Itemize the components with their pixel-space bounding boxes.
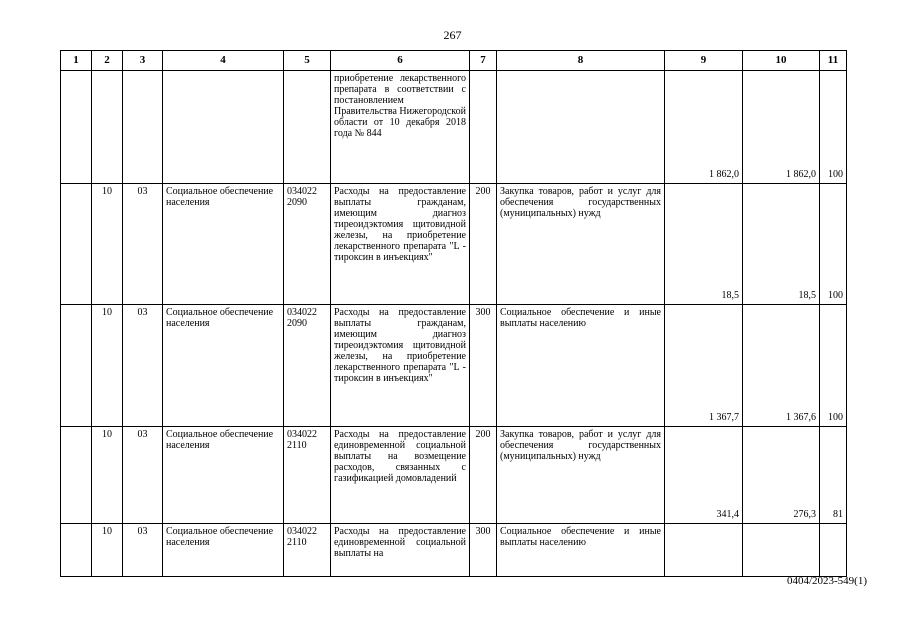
cell-target-code: 034022 2090	[284, 305, 331, 427]
cell-section: 10	[92, 305, 123, 427]
col-header-7: 7	[470, 51, 497, 71]
cell-percent: 100	[820, 305, 847, 427]
cell-col1	[61, 305, 92, 427]
cell-name: Социальное обеспечение населения	[163, 184, 284, 305]
header-row	[61, 51, 847, 71]
cell-executed: 1 367,6	[743, 305, 820, 427]
cell-target-code: 034022 2110	[284, 427, 331, 524]
col-header-2: 2	[92, 51, 123, 71]
cell-description: Расходы на предоставление выплаты гражданам, имеющим диагноз тиреоидэктомия щитовидной железы, на приобретение лекарственного препарата "L - тироксин в инъекциях"	[331, 305, 470, 427]
cell-description: Расходы на предоставление единовременной социальной выплаты на	[331, 524, 470, 577]
cell-col1	[61, 427, 92, 524]
cell-expense-name: Социальное обеспечение и иные выплаты населению	[497, 305, 665, 427]
cell-col1	[61, 71, 92, 184]
cell-subsection: 03	[123, 427, 163, 524]
cell-target-code: 034022 2090	[284, 184, 331, 305]
col-header-11: 11	[820, 51, 847, 71]
cell-name: Социальное обеспечение населения	[163, 427, 284, 524]
cell-subsection: 03	[123, 305, 163, 427]
cell-expense-name: Социальное обеспечение и иные выплаты населению	[497, 524, 665, 577]
table-row	[61, 524, 847, 577]
col-header-10: 10	[743, 51, 820, 71]
cell-expense-type	[470, 71, 497, 184]
col-header-5: 5	[284, 51, 331, 71]
cell-planned: 1 367,7	[665, 305, 743, 427]
cell-percent: 81	[820, 427, 847, 524]
cell-expense-name: Закупка товаров, работ и услуг для обеспечения государственных (муниципальных) нужд	[497, 427, 665, 524]
col-header-3: 3	[123, 51, 163, 71]
col-header-1: 1	[61, 51, 92, 71]
cell-target-code	[284, 71, 331, 184]
cell-description: Расходы на предоставление единовременной социальной выплаты на возмещение расходов, связанных с газификацией домовладений	[331, 427, 470, 524]
cell-planned: 1 862,0	[665, 71, 743, 184]
table-row	[61, 427, 847, 524]
cell-percent: 100	[820, 184, 847, 305]
cell-description: приобретение лекарственного препарата в соответствии с постановлением Правительства Нижегородской области от 10 декабря 2018 года № 844	[331, 71, 470, 184]
cell-name: Социальное обеспечение населения	[163, 305, 284, 427]
cell-planned	[665, 524, 743, 577]
cell-name: Социальное обеспечение населения	[163, 524, 284, 577]
cell-subsection	[123, 71, 163, 184]
cell-percent	[820, 524, 847, 577]
cell-subsection: 03	[123, 184, 163, 305]
col-header-8: 8	[497, 51, 665, 71]
budget-table	[60, 50, 847, 577]
cell-executed	[743, 524, 820, 577]
cell-section: 10	[92, 184, 123, 305]
cell-subsection: 03	[123, 524, 163, 577]
cell-section: 10	[92, 427, 123, 524]
cell-name	[163, 71, 284, 184]
cell-col1	[61, 524, 92, 577]
cell-section	[92, 71, 123, 184]
cell-expense-name: Закупка товаров, работ и услуг для обеспечения государственных (муниципальных) нужд	[497, 184, 665, 305]
cell-description: Расходы на предоставление выплаты гражданам, имеющим диагноз тиреоидэктомия щитовидной железы, на приобретение лекарственного препарата "L - тироксин в инъекциях"	[331, 184, 470, 305]
cell-expense-type: 300	[470, 305, 497, 427]
cell-target-code: 034022 2110	[284, 524, 331, 577]
table-row	[61, 184, 847, 305]
cell-planned: 18,5	[665, 184, 743, 305]
cell-percent: 100	[820, 71, 847, 184]
cell-expense-name	[497, 71, 665, 184]
cell-executed: 276,3	[743, 427, 820, 524]
col-header-4: 4	[163, 51, 284, 71]
col-header-9: 9	[665, 51, 743, 71]
cell-planned: 341,4	[665, 427, 743, 524]
cell-executed: 1 862,0	[743, 71, 820, 184]
cell-section: 10	[92, 524, 123, 577]
cell-expense-type: 300	[470, 524, 497, 577]
cell-expense-type: 200	[470, 184, 497, 305]
cell-col1	[61, 184, 92, 305]
cell-expense-type: 200	[470, 427, 497, 524]
cell-executed: 18,5	[743, 184, 820, 305]
table-row	[61, 71, 847, 184]
col-header-6: 6	[331, 51, 470, 71]
page-number: 267	[443, 28, 462, 42]
table-row	[61, 305, 847, 427]
document-code: 0404/2023-549(1)	[786, 575, 867, 587]
